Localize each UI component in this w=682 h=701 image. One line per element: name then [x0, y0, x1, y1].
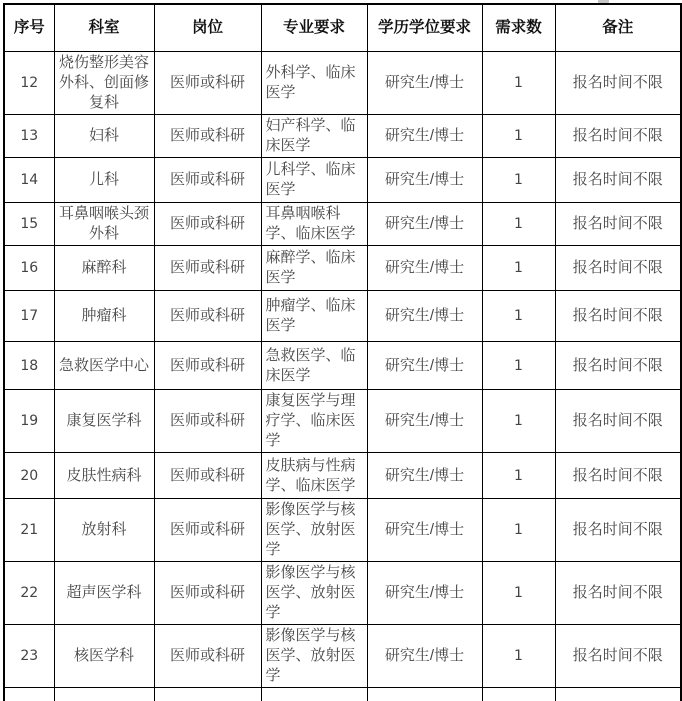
- cell-position: 医师或科研: [154, 562, 261, 625]
- cell-department: 放射科: [54, 499, 154, 562]
- table-row: [4, 625, 681, 688]
- cell-count: 1: [482, 562, 555, 625]
- cell-empty: [367, 688, 482, 701]
- cell-note: 报名时间不限: [555, 291, 681, 342]
- cell-degree: 研究生/博士: [367, 342, 482, 390]
- cell-note: 报名时间不限: [555, 625, 681, 688]
- cell-department: 儿科: [54, 158, 154, 203]
- cell-position: 医师或科研: [154, 115, 261, 158]
- cell-position: 医师或科研: [154, 158, 261, 203]
- cell-count: 1: [482, 246, 555, 291]
- cell-note: 报名时间不限: [555, 342, 681, 390]
- cell-department: 耳鼻咽喉头颈外科: [54, 203, 154, 246]
- cell-position: 医师或科研: [154, 499, 261, 562]
- cell-department: 肿瘤科: [54, 291, 154, 342]
- cell-no: 18: [4, 342, 54, 390]
- cell-note: 报名时间不限: [555, 246, 681, 291]
- cell-major: 儿科学、临床医学: [261, 158, 367, 203]
- cell-empty: [261, 688, 367, 701]
- cell-degree: 研究生/博士: [367, 291, 482, 342]
- table-row: [4, 246, 681, 291]
- cell-count: 1: [482, 52, 555, 115]
- cell-degree: 研究生/博士: [367, 453, 482, 499]
- cell-major: 外科学、临床医学: [261, 52, 367, 115]
- cell-no: 20: [4, 453, 54, 499]
- cell-count: 1: [482, 625, 555, 688]
- cell-major: 肿瘤学、临床医学: [261, 291, 367, 342]
- cell-position: 医师或科研: [154, 246, 261, 291]
- cell-major: 皮肤病与性病学、临床医学: [261, 453, 367, 499]
- col-header-count: 需求数: [482, 4, 555, 52]
- cell-note: 报名时间不限: [555, 562, 681, 625]
- cell-department: 烧伤整形美容外科、创面修复科: [54, 52, 154, 115]
- recruitment-table: [3, 3, 682, 701]
- table-row: [4, 499, 681, 562]
- cell-note: 报名时间不限: [555, 52, 681, 115]
- cell-department: 康复医学科: [54, 390, 154, 453]
- cell-count: 1: [482, 390, 555, 453]
- cell-department: 妇科: [54, 115, 154, 158]
- cell-count: 1: [482, 291, 555, 342]
- cell-major: 影像医学与核医学、放射医学: [261, 562, 367, 625]
- cell-degree: 研究生/博士: [367, 390, 482, 453]
- col-header-note: 备注: [555, 4, 681, 52]
- cell-major: 康复医学与理疗学、临床医学: [261, 390, 367, 453]
- col-header-degree: 学历学位要求: [367, 4, 482, 52]
- table-row: [4, 342, 681, 390]
- table-row: [4, 115, 681, 158]
- cell-major: 急救医学、临床医学: [261, 342, 367, 390]
- cell-department: 麻醉科: [54, 246, 154, 291]
- table-row: [4, 390, 681, 453]
- col-header-no: 序号: [4, 4, 54, 52]
- cell-position: 医师或科研: [154, 453, 261, 499]
- cell-no: 21: [4, 499, 54, 562]
- cell-no: 23: [4, 625, 54, 688]
- cell-no: 17: [4, 291, 54, 342]
- table-row: [4, 158, 681, 203]
- cell-no: 19: [4, 390, 54, 453]
- table-row: [4, 562, 681, 625]
- cell-empty: [154, 688, 261, 701]
- cell-major: 妇产科学、临床医学: [261, 115, 367, 158]
- cell-degree: 研究生/博士: [367, 203, 482, 246]
- cell-degree: 研究生/博士: [367, 499, 482, 562]
- table-row: [4, 203, 681, 246]
- cell-no: 14: [4, 158, 54, 203]
- cell-department: 皮肤性病科: [54, 453, 154, 499]
- cell-department: 超声医学科: [54, 562, 154, 625]
- cell-department: 急救医学中心: [54, 342, 154, 390]
- cell-note: 报名时间不限: [555, 115, 681, 158]
- cell-position: 医师或科研: [154, 342, 261, 390]
- cell-note: 报名时间不限: [555, 453, 681, 499]
- cell-position: 医师或科研: [154, 291, 261, 342]
- cell-no: 16: [4, 246, 54, 291]
- cell-note: 报名时间不限: [555, 158, 681, 203]
- cell-empty: [555, 688, 681, 701]
- cell-degree: 研究生/博士: [367, 52, 482, 115]
- table-row: [4, 453, 681, 499]
- cell-no: 13: [4, 115, 54, 158]
- cell-degree: 研究生/博士: [367, 562, 482, 625]
- cell-position: 医师或科研: [154, 390, 261, 453]
- cell-degree: 研究生/博士: [367, 625, 482, 688]
- cell-count: 1: [482, 158, 555, 203]
- cell-no: 12: [4, 52, 54, 115]
- cell-degree: 研究生/博士: [367, 158, 482, 203]
- cell-note: 报名时间不限: [555, 499, 681, 562]
- cell-major: 影像医学与核医学、放射医学: [261, 499, 367, 562]
- cell-empty: [54, 688, 154, 701]
- cell-note: 报名时间不限: [555, 390, 681, 453]
- cell-empty: [4, 688, 54, 701]
- col-header-position: 岗位: [154, 4, 261, 52]
- cell-position: 医师或科研: [154, 52, 261, 115]
- cell-count: 1: [482, 453, 555, 499]
- cell-count: 1: [482, 342, 555, 390]
- cell-degree: 研究生/博士: [367, 115, 482, 158]
- table-row: [4, 291, 681, 342]
- col-header-major: 专业要求: [261, 4, 367, 52]
- cell-no: 22: [4, 562, 54, 625]
- cell-major: 耳鼻咽喉科学、临床医学: [261, 203, 367, 246]
- cell-position: 医师或科研: [154, 203, 261, 246]
- cell-department: 核医学科: [54, 625, 154, 688]
- cell-count: 1: [482, 115, 555, 158]
- col-header-department: 科室: [54, 4, 154, 52]
- cell-degree: 研究生/博士: [367, 246, 482, 291]
- cell-major: 麻醉学、临床医学: [261, 246, 367, 291]
- table-row-partial: [4, 688, 681, 701]
- cell-position: 医师或科研: [154, 625, 261, 688]
- table-header-row: [4, 4, 681, 52]
- cell-count: 1: [482, 203, 555, 246]
- cell-note: 报名时间不限: [555, 203, 681, 246]
- cell-empty: [482, 688, 555, 701]
- cell-major: 影像医学与核医学、放射医学: [261, 625, 367, 688]
- cell-count: 1: [482, 499, 555, 562]
- cell-no: 15: [4, 203, 54, 246]
- table-row: [4, 52, 681, 115]
